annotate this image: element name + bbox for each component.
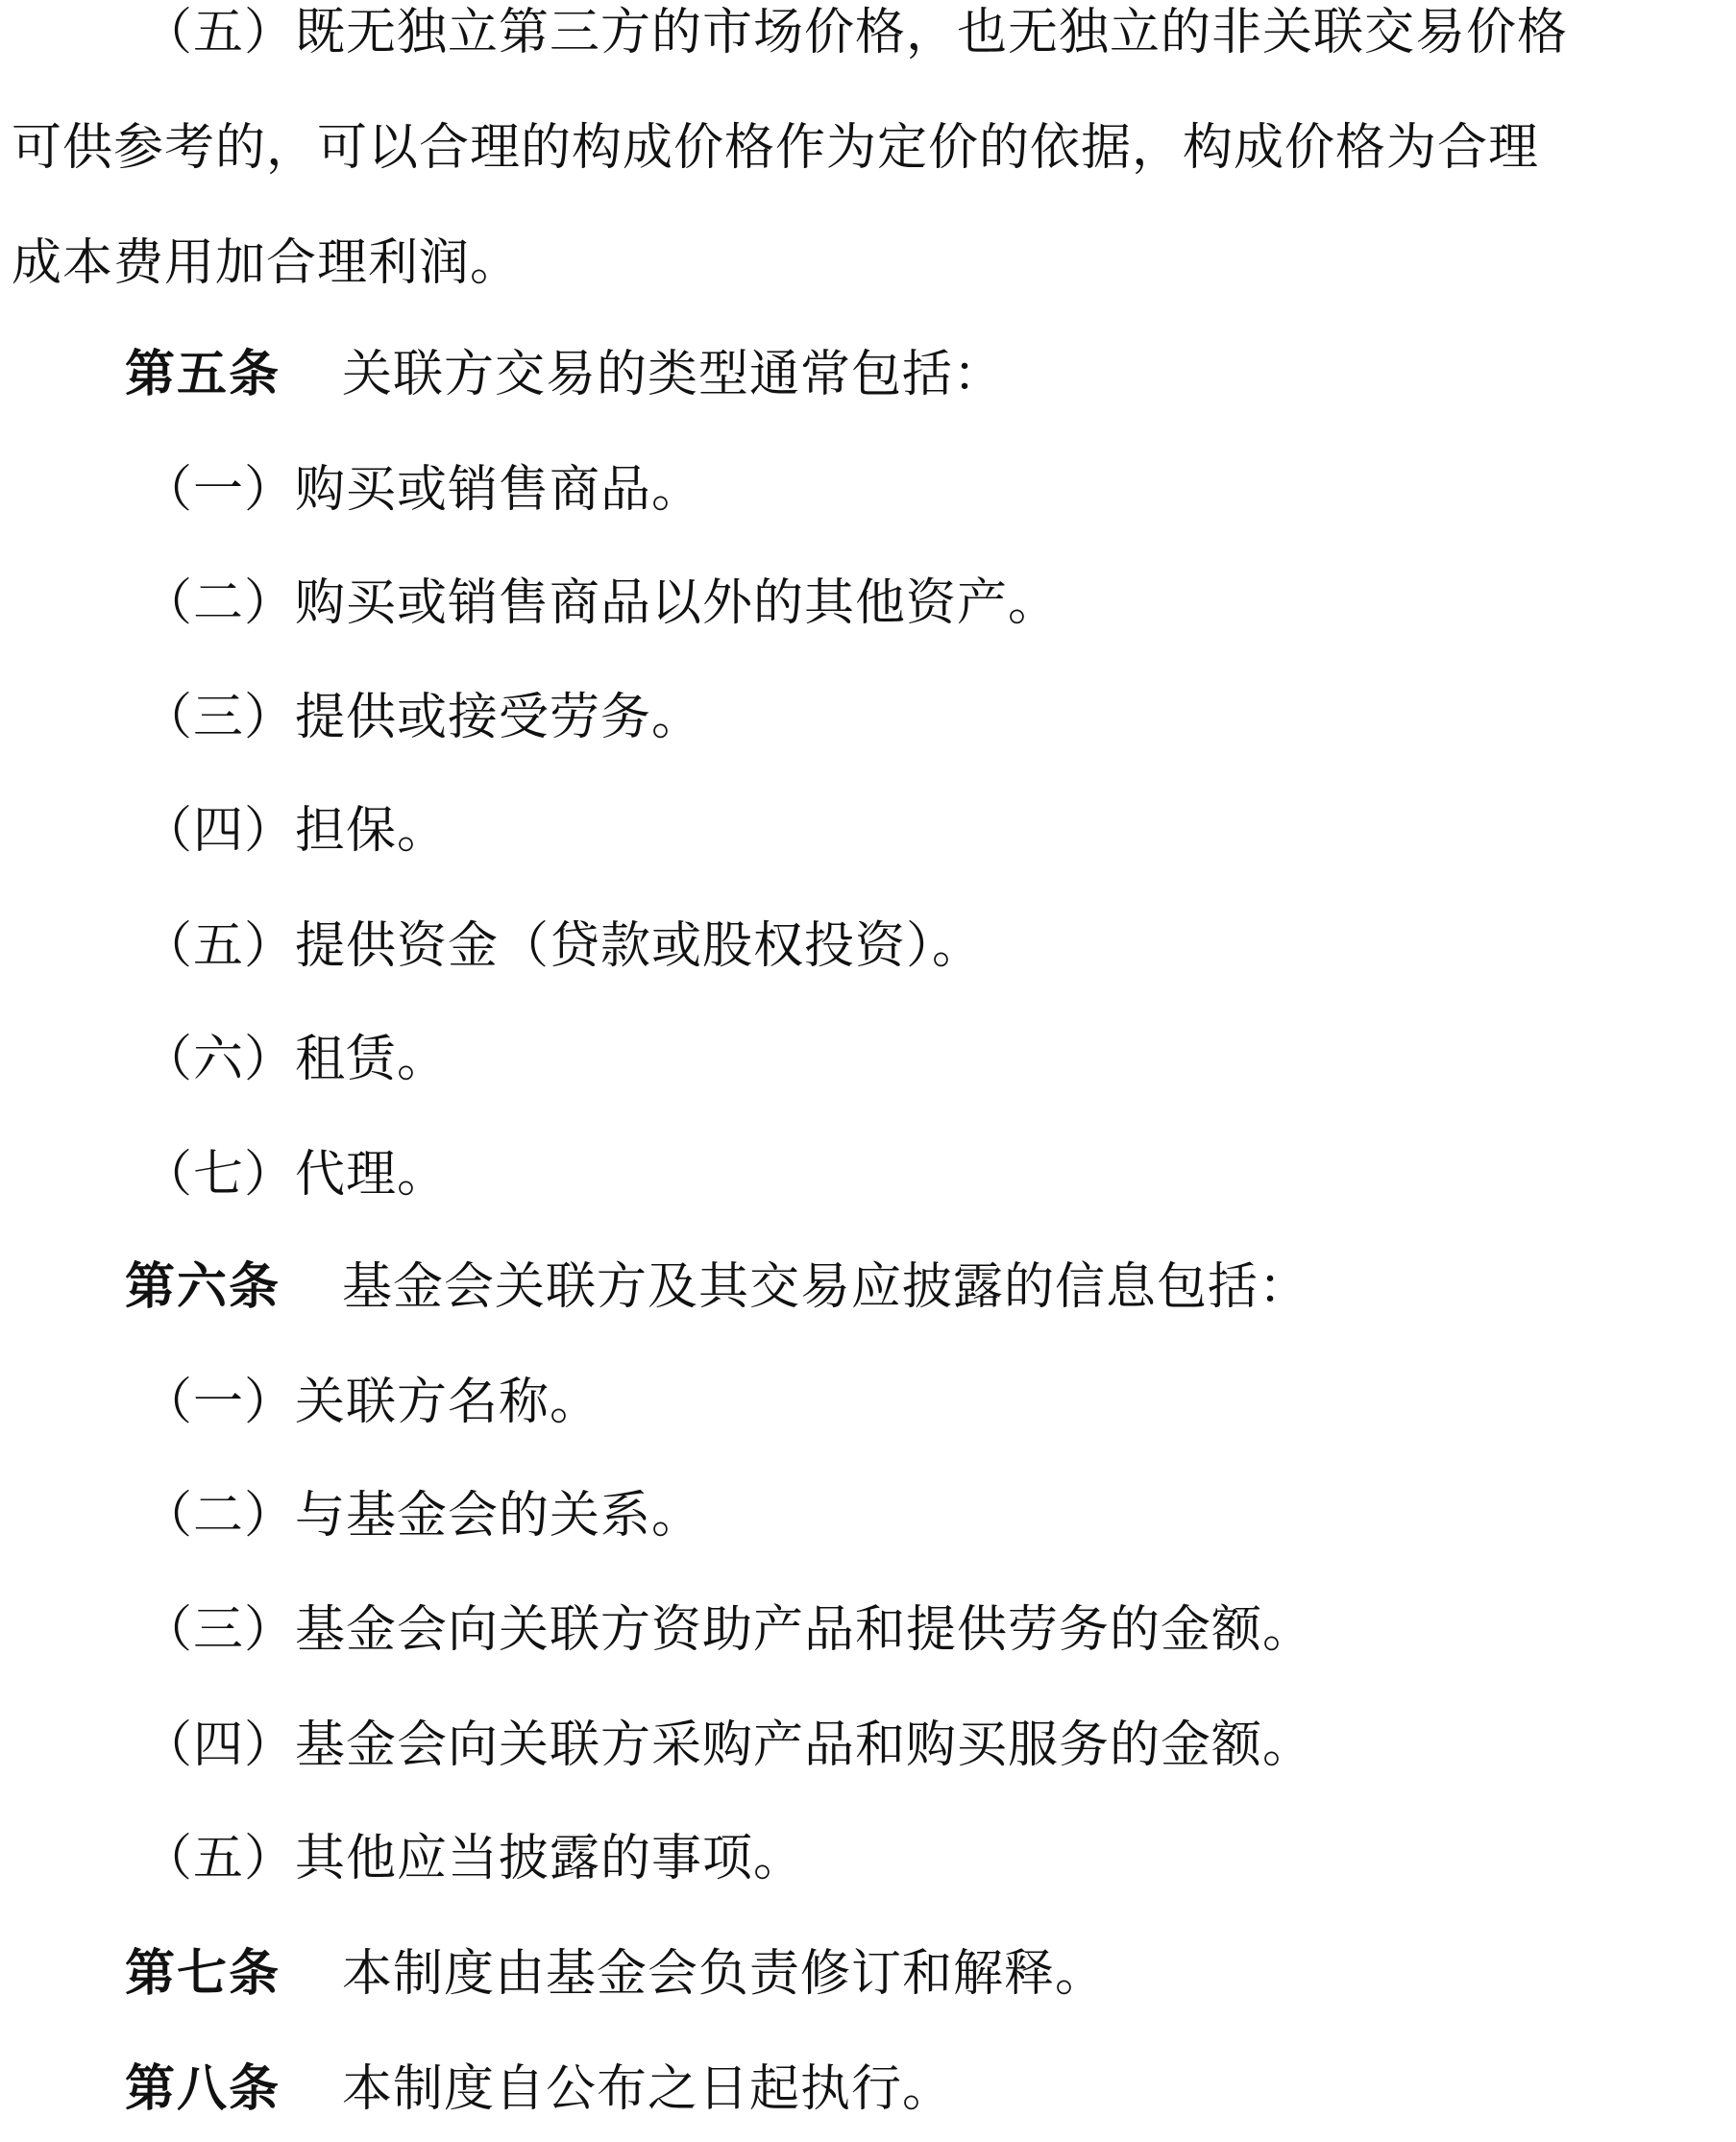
list-item: （三）基金会向关联方资助产品和提供劳务的金额。 bbox=[142, 1601, 1314, 1659]
paragraph-line: 可供参考的，可以合理的构成价格作为定价的依据，构成价格为合理 bbox=[12, 119, 1540, 177]
article-8 bbox=[125, 2060, 953, 2118]
article-heading: 第五条 bbox=[125, 346, 281, 403]
list-item: （五）其他应当披露的事项。 bbox=[142, 1830, 805, 1887]
list-item: （二）与基金会的关系。 bbox=[142, 1487, 703, 1545]
article-text: 基金会关联方及其交易应披露的信息包括： bbox=[342, 1258, 1310, 1316]
article-heading: 第八条 bbox=[125, 2060, 281, 2118]
list-item: （四）基金会向关联方采购产品和购买服务的金额。 bbox=[142, 1716, 1314, 1774]
paragraph-line: （五）既无独立第三方的市场价格，也无独立的非关联交易价格 bbox=[142, 4, 1569, 61]
paragraph-line: 成本费用加合理利润。 bbox=[12, 234, 522, 292]
list-item: （三）提供或接受劳务。 bbox=[142, 689, 703, 746]
list-item: （四）担保。 bbox=[142, 802, 449, 860]
article-heading: 第六条 bbox=[125, 1258, 281, 1316]
list-item: （五）提供资金（贷款或股权投资）。 bbox=[142, 917, 984, 975]
article-6 bbox=[125, 1258, 1309, 1316]
article-text: 关联方交易的类型通常包括： bbox=[342, 346, 1005, 403]
list-item: （一）关联方名称。 bbox=[142, 1374, 601, 1431]
list-item: （一）购买或销售商品。 bbox=[142, 461, 703, 519]
article-5 bbox=[125, 346, 1004, 403]
article-heading: 第七条 bbox=[125, 1945, 281, 2003]
article-text: 本制度由基金会负责修订和解释。 bbox=[342, 1945, 1107, 2003]
article-text: 本制度自公布之日起执行。 bbox=[342, 2060, 954, 2118]
list-item: （二）购买或销售商品以外的其他资产。 bbox=[142, 574, 1060, 632]
list-item: （六）租赁。 bbox=[142, 1031, 449, 1088]
article-7 bbox=[125, 1945, 1106, 2003]
list-item: （七）代理。 bbox=[142, 1146, 449, 1204]
